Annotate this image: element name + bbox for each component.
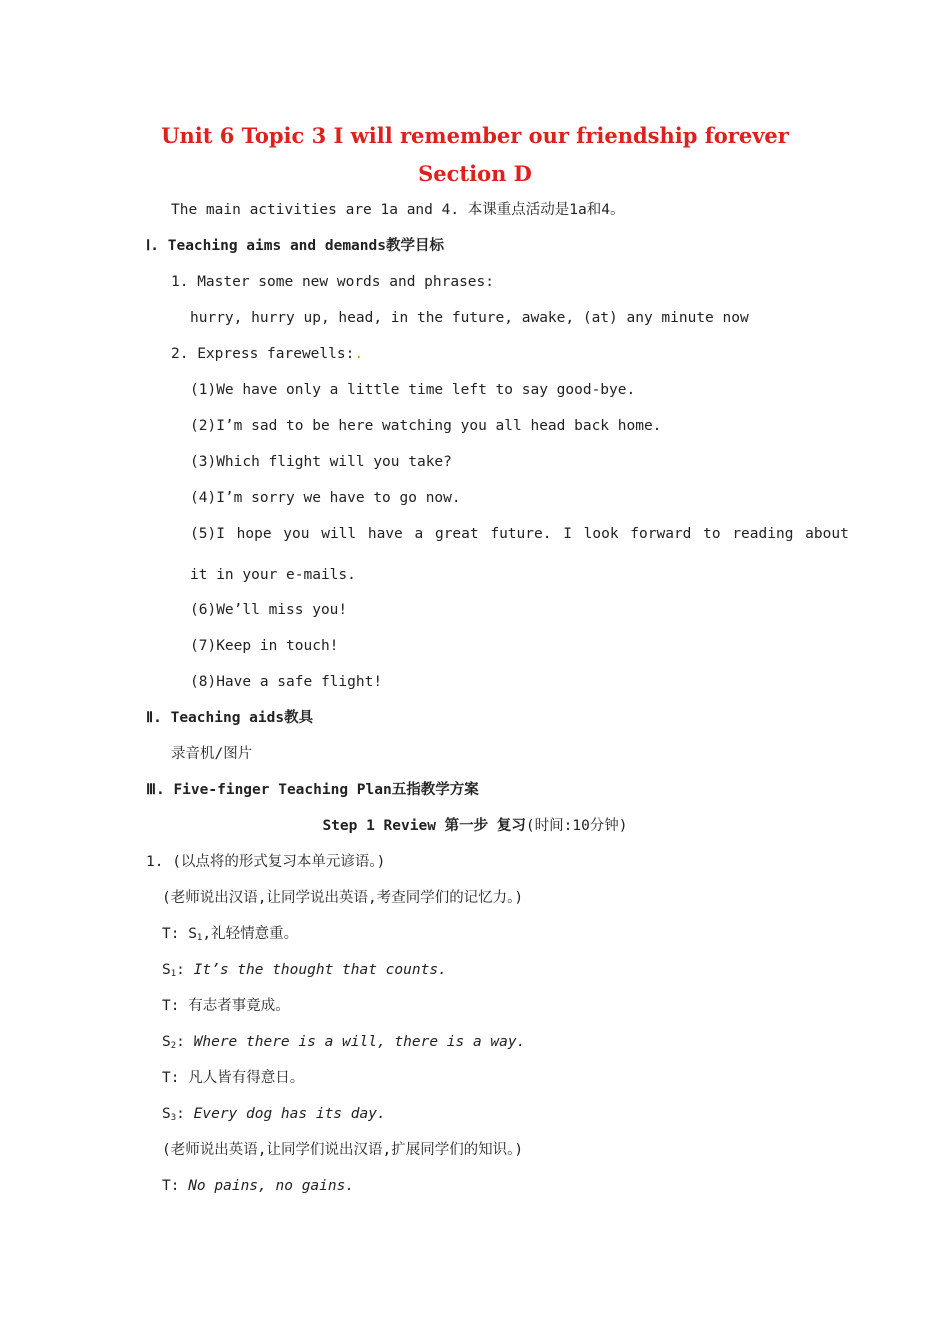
step-1-time: (时间:10分钟) (525, 818, 628, 834)
teaching-aids-content: 录音机/图片 (171, 746, 253, 762)
phrase-item: (1)We have only a little time left to say good-bye. (190, 382, 636, 398)
dialogue-line-teacher: T: 有志者事竟成。 (162, 998, 290, 1014)
dialogue-line-student (162, 1104, 386, 1128)
dialogue-line-teacher: T: 凡人皆有得意日。 (162, 1070, 305, 1086)
aim-item-2-mark: . (354, 346, 364, 362)
colon: : (176, 1034, 194, 1050)
dialogue-line-teacher (162, 924, 298, 948)
aim-item-1: 1. Master some new words and phrases: (171, 274, 495, 290)
phrase-item-continued: it in your e-mails. (190, 567, 356, 583)
review-note-2: (老师说出英语,让同学们说出汉语,扩展同学们的知识。) (162, 1142, 524, 1158)
heading-teaching-aims: Ⅰ. Teaching aims and demands教学目标 (146, 238, 444, 254)
phrase-item: (6)We’ll miss you! (190, 602, 348, 618)
speaker-subscript: 3 (170, 1113, 177, 1123)
dialogue-line-student (162, 960, 447, 984)
dialogue-text: Where there is a will, there is a way. (193, 1034, 526, 1050)
dialogue-text: ,礼轻情意重。 (202, 926, 299, 942)
colon: : (176, 1106, 194, 1122)
dialogue-line-student (162, 1032, 525, 1056)
phrase-item: (5)I hope you will have a great future. I look forward to reading about (190, 526, 849, 542)
step-1-heading (0, 816, 950, 836)
section-title: Section D (418, 161, 532, 186)
dialogue-text: It’s the thought that counts. (193, 962, 447, 978)
aim-item-2 (171, 344, 363, 364)
colon: : (176, 962, 194, 978)
speaker-subscript: 1 (170, 969, 177, 979)
intro-text: The main activities are 1a and 4. 本课重点活动是1a和4。 (171, 202, 625, 218)
document-title: Unit 6 Topic 3 I will remember our friendship forever (161, 123, 789, 148)
aim-item-2-text: 2. Express farewells: (171, 346, 355, 362)
phrase-item: (4)I’m sorry we have to go now. (190, 490, 461, 506)
speaker-subscript: 2 (170, 1041, 177, 1051)
step-1-label: Step 1 Review 第一步 复习 (322, 818, 526, 834)
phrase-item: (2)I’m sad to be here watching you all head back home. (190, 418, 662, 434)
review-item-1: 1. (以点将的形式复习本单元谚语。) (146, 854, 386, 870)
heading-five-finger-plan: Ⅲ. Five-finger Teaching Plan五指教学方案 (146, 782, 479, 798)
phrase-item: (7)Keep in touch! (190, 638, 339, 654)
speaker-label: S (162, 1034, 171, 1050)
speaker-label: S (162, 1106, 171, 1122)
speaker-label: T: (162, 1178, 189, 1194)
dialogue-line-teacher (162, 1176, 354, 1196)
phrase-item: (3)Which flight will you take? (190, 454, 452, 470)
word-list: hurry, hurry up, head, in the future, awake, (at) any minute now (190, 310, 749, 326)
heading-teaching-aids: Ⅱ. Teaching aids教具 (146, 710, 314, 726)
dialogue-text: Every dog has its day. (193, 1106, 386, 1122)
speaker-label: T: S (162, 926, 197, 942)
phrase-item: (8)Have a safe flight! (190, 674, 383, 690)
review-note-1: (老师说出汉语,让同学说出英语,考查同学们的记忆力。) (162, 890, 524, 906)
dialogue-text: No pains, no gains. (188, 1178, 355, 1194)
speaker-subscript: 1 (196, 933, 203, 943)
speaker-label: S (162, 962, 171, 978)
